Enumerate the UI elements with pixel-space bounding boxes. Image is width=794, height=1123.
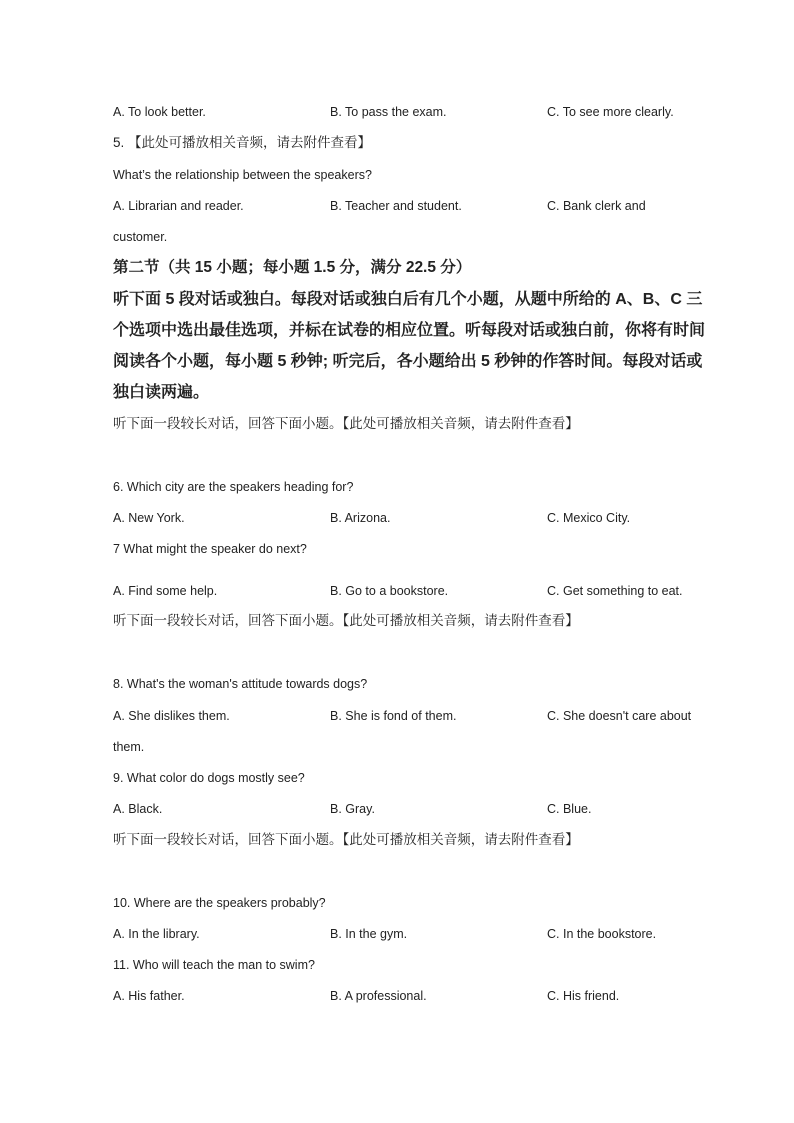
q10-question: 10. Where are the speakers probably? [113, 896, 326, 910]
q10-option-c: C. In the bookstore. [547, 927, 657, 941]
q11-question: 11. Who will teach the man to swim? [113, 958, 315, 972]
q9-option-a: A. Black. [113, 802, 163, 816]
q4-option-c: C. To see more clearly. [547, 105, 674, 119]
q11-option-b: B. A professional. [330, 989, 427, 1003]
q7-option-a: A. Find some help. [113, 584, 218, 598]
q6-option-c: C. Mexico City. [547, 511, 631, 525]
q6-question: 6. Which city are the speakers heading for? [113, 480, 354, 494]
q6-option-a: A. New York. [113, 511, 185, 525]
q5-question: What’s the relationship between the speakers? [113, 168, 372, 182]
audio-note: 听下面一段较长对话，回答下面小题。【此处可播放相关音频，请去附件查看】 [113, 832, 579, 847]
q6-option-b: B. Arizona. [330, 511, 391, 525]
q10-option-b: B. In the gym. [330, 927, 408, 941]
q9-question: 9. What color do dogs mostly see? [113, 771, 305, 785]
q5-option-c: C. Bank clerk and [547, 199, 646, 213]
q8-question: 8. What's the woman's attitude towards dogs? [113, 677, 368, 691]
audio-note: 听下面一段较长对话，回答下面小题。【此处可播放相关音频，请去附件查看】 [113, 416, 579, 431]
section-instructions: 听下面 5 段对话或独白。每段对话或独白后有几个小题，从题中所给的 A、B、C 三个选项中选出最佳选项，并标在试卷的相应位置。听每段对话或独白前，你将有时间阅读各个小题，每小题 5 秒钟; 听完后，各小题给出 5 秒钟的作答时间。每段对话或独白读两遍。 [113, 291, 706, 401]
q8-option-b: B. She is fond of them. [330, 709, 457, 723]
q9-option-c: C. Blue. [547, 802, 592, 816]
q10-option-a: A. In the library. [113, 927, 200, 941]
section-heading: 第二节（共 15 小题；每小题 1.5 分，满分 22.5 分） [113, 259, 472, 276]
q7-question: 7 What might the speaker do next? [113, 542, 307, 556]
q7-option-c: C. Get something to eat. [547, 584, 683, 598]
q8-option-a: A. She dislikes them. [113, 709, 230, 723]
q8-option-c-wrap: them. [113, 740, 145, 754]
q5-option-c-wrap: customer. [113, 230, 168, 244]
q8-option-c: C. She doesn't care about [547, 709, 692, 723]
q5-option-a: A. Librarian and reader. [113, 199, 244, 213]
q11-option-c: C. His friend. [547, 989, 620, 1003]
audio-note: 听下面一段较长对话，回答下面小题。【此处可播放相关音频，请去附件查看】 [113, 613, 579, 628]
q7-option-b: B. Go to a bookstore. [330, 584, 449, 598]
q4-option-a: A. To look better. [113, 105, 206, 119]
q5-label: 5. 【此处可播放相关音频，请去附件查看】 [113, 135, 372, 150]
q4-option-b: B. To pass the exam. [330, 105, 447, 119]
q9-option-b: B. Gray. [330, 802, 375, 816]
q11-option-a: A. His father. [113, 989, 185, 1003]
q5-option-b: B. Teacher and student. [330, 199, 462, 213]
